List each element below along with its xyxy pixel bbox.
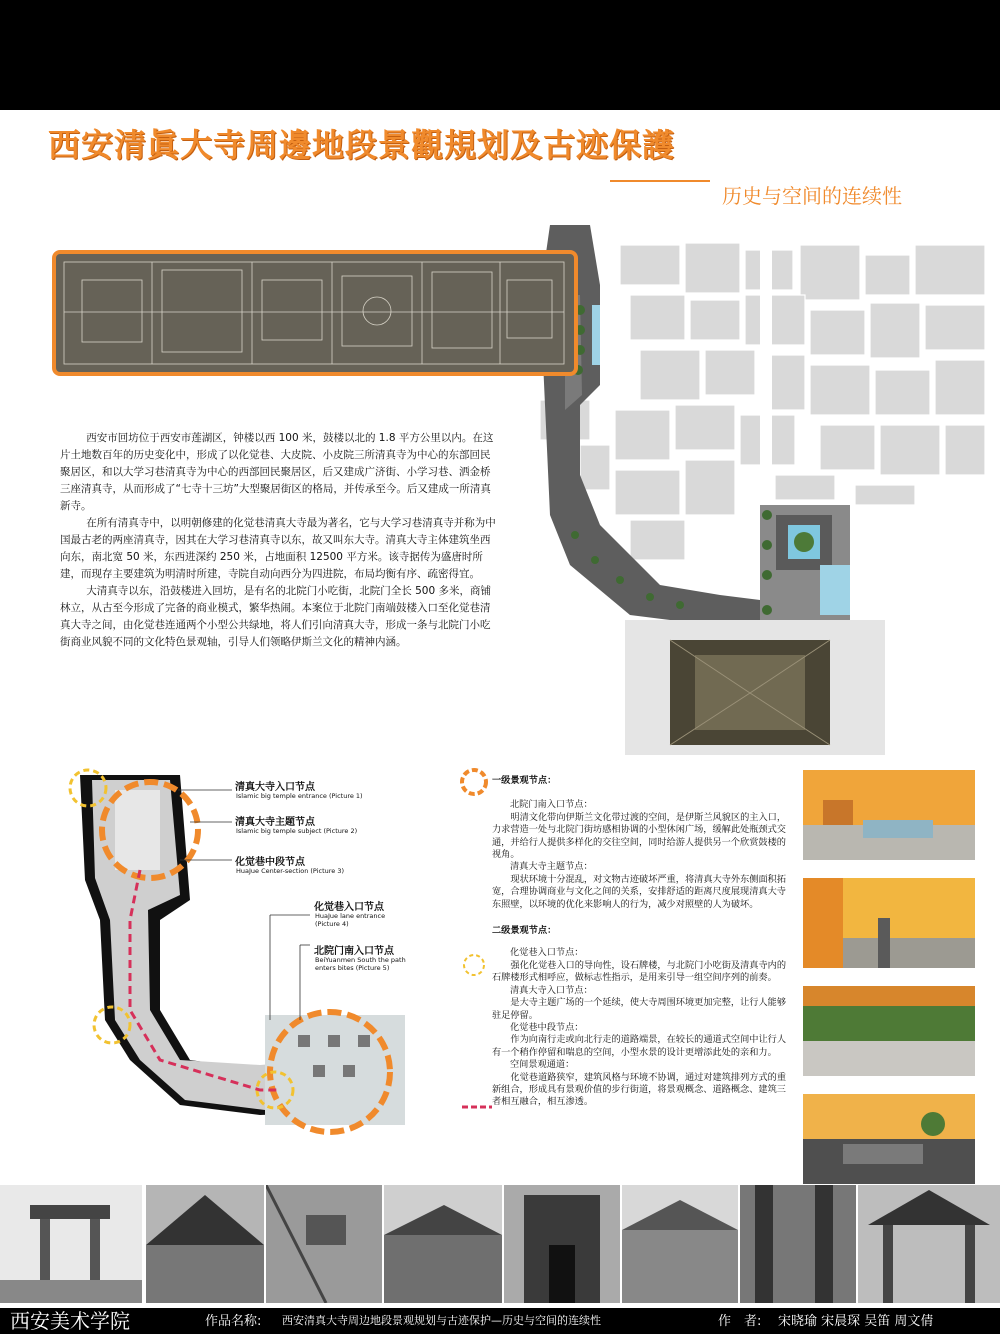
node-label-cn: 化觉巷入口节点 — [314, 902, 384, 913]
note-text: 现状环境十分混乱，对文物古迹破坏严重，将清真大寺外东侧面积拓宽，合理协调商业与文化之间的关系，安排舒适的距离尺度展现清真大寺东照壁，以环境的优化来影响人的行为，减少对照壁的人为破坏。 — [492, 873, 787, 910]
node-label-cn: 化觉巷中段节点 — [235, 857, 305, 868]
rendering-1 — [803, 770, 975, 860]
level2-heading: 二级景观节点： — [492, 925, 557, 937]
node-label-cn: 清真大寺入口节点 — [235, 782, 315, 793]
node-label-cn: 北院门南入口节点 — [314, 946, 394, 957]
exhibition-title-cn: 第二届全国高校景观设计毕业作品展 — [164, 23, 836, 69]
author-label: 作 者: — [718, 1314, 762, 1329]
photo-strip — [0, 1185, 1000, 1303]
author-names: 宋晓瑜 宋晨琛 吴笛 周文倩 — [778, 1314, 934, 1329]
photo-carving — [266, 1185, 382, 1303]
landscape-path-legend-icon — [462, 1102, 492, 1112]
level1-heading: 一级景观节点： — [492, 775, 557, 786]
node-label-en: Islamic big temple subject (Picture 2) — [236, 827, 358, 835]
project-title: 西安清眞大寺周邊地段景觀規划及古迹保護 — [48, 126, 676, 164]
subtitle-rule — [610, 180, 710, 182]
note-text: 强化化觉巷入口的导向性，设石牌楼，与北院门小吃街及清真寺内的石牌楼形式相呼应，做标志性指示，是用来引导一组空间序列的前奏。 — [492, 959, 787, 984]
node-label-cn: 清真大寺主题节点 — [235, 817, 315, 828]
rendering-2 — [803, 878, 975, 968]
note-title: 清真大寺主题节点： — [510, 861, 593, 873]
mosque-site-plan — [52, 250, 582, 385]
photo-wall — [384, 1185, 502, 1303]
school-name: 西安美术学院 — [10, 1309, 130, 1333]
note-text: 是大寺主题广场的一个延续，使大寺周围环境更加完整，让行人能够驻足停留。 — [492, 997, 787, 1021]
primary-node-legend-icon — [458, 766, 490, 798]
photo-gate — [0, 1185, 142, 1303]
note-title: 清真大寺入口节点： — [510, 984, 593, 996]
node-label-en: HuaJue lane entrance (Picture 4) — [315, 912, 386, 928]
rendering-3 — [803, 986, 975, 1076]
photo-roof — [146, 1185, 264, 1303]
work-name-label: 作品名称: — [205, 1314, 262, 1329]
rendering-4 — [803, 1094, 975, 1184]
note-text: 作为向南行走或向北行走的道路端景，在较长的通道式空间中让行人有一个稍作停留和喘息的空间，小型水景的设计更增添此处的亲和力。 — [492, 1034, 787, 1058]
photo-hall — [622, 1185, 738, 1303]
photo-columns — [740, 1185, 856, 1303]
secondary-node-legend-icon — [461, 952, 487, 978]
photo-tower — [504, 1185, 620, 1303]
intro-paragraph: 在所有清真寺中，以明朝修建的化觉巷清真大寺最为著名，它与大学习巷清真寺并称为中国最古老的两座清真寺，因其在大学习巷清真寺以东，故又叫东大寺。清真大寺主体建筑坐西向东，南北宽 50 米，东西进深约 250 米，占地面积 12500 平方米。该寺据传为盛唐时所建，而现存主要建筑为明清时所建，寺院自动向西分为四进院，布局均衡有序、疏密得宜。 — [60, 517, 496, 580]
photo-pavilion — [858, 1185, 1000, 1303]
note-title: 化觉巷中段节点： — [510, 1021, 584, 1033]
site-master-plan — [520, 215, 1000, 755]
intro-paragraph: 大清真寺以东，沿鼓楼进入回坊，是有名的北院门小吃街，北院门全长 500 多米，商铺林立，从古至今形成了完备的商业模式，繁华热闹。本案位于北院门南端鼓楼入口至化觉巷清真大寺之间，由化觉巷连通两个小型公共绿地，将人们引向清真大寺，形成一条与北院门小吃街商业风貌不同的文化特色景观轴，引导人们领略伊斯兰文化的精神内涵。 — [60, 585, 491, 648]
note-title: 空间景观通道： — [510, 1059, 575, 1071]
node-notes — [492, 775, 792, 1109]
note-title: 化觉巷入口节点： — [510, 947, 584, 959]
node-label-en: BeiYuanmen South the path enters bites (Picture 5) — [315, 956, 406, 972]
exhibition-title-en: The 2rd Chinese University Landscape Architecture Graduate Design Exhibition — [50, 74, 950, 95]
work-name: 西安清真大寺周边地段景观规划与古迹保护—历史与空间的连续性 — [282, 1314, 601, 1327]
intro-text — [60, 430, 500, 651]
note-text: 明清文化带向伊斯兰文化带过渡的空间，是伊斯兰风貌区的主入口，力求营造一处与北院门街坊感相协调的小型休闲广场，缓解此处瓶颈式交通，并给行人提供多样化的交往空间，同时给游人提供另一个欣赏鼓楼的视角。 — [492, 811, 787, 861]
intro-paragraph: 西安市回坊位于西安市莲湖区，钟楼以西 100 米，鼓楼以北的 1.8 平方公里以内。在这片土地数百年的历史变化中，形成了以化觉巷、大皮院、小皮院三所清真寺为中心的东部回民聚居区，和以大学习巷清真寺为中心的西部回民聚居区，后又建成广济街、小学习巷、洒金桥三座清真寺，从而形成了“七寺十三坊”大型聚居街区的格局，并传承至今。后又建成一所清真新寺。 — [60, 432, 494, 512]
note-text: 化觉巷道路狭窄，建筑风格与环境不协调，通过对建筑排列方式的重新组合，形成具有景观价值的步行街道，将景观概念、道路概念、建筑三者相互融合，相互渗透。 — [492, 1071, 787, 1108]
node-label-en: HuaJue Center-section (Picture 3) — [236, 867, 345, 875]
node-label-en: Islamic big temple entrance (Picture 1) — [236, 792, 363, 800]
project-subtitle: 历史与空间的连续性 — [722, 184, 902, 208]
note-title: 北院门南入口节点： — [510, 799, 593, 811]
